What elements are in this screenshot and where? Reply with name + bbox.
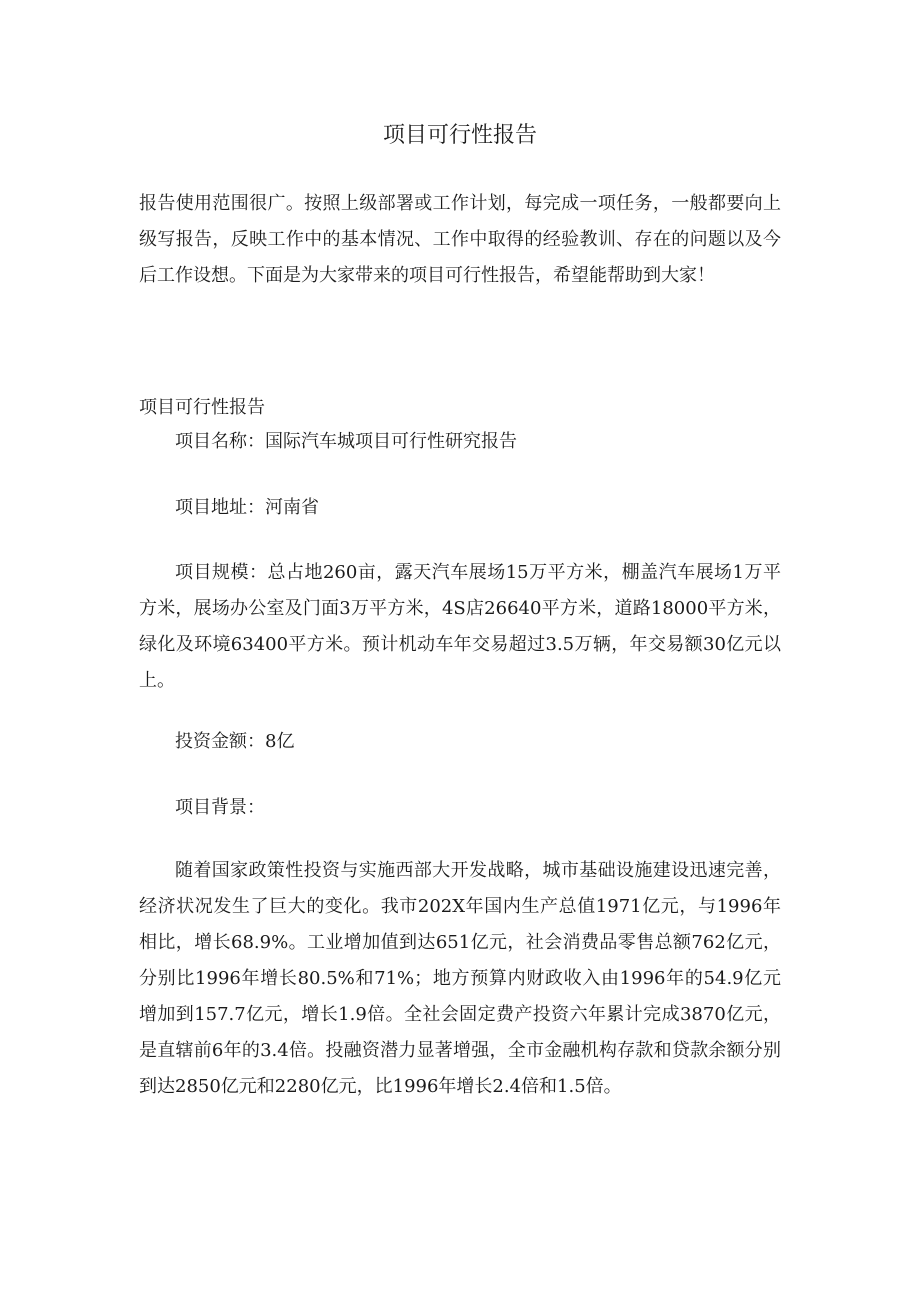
background-paragraph: 随着国家政策性投资与实施西部大开发战略，城市基础设施建设迅速完善，经济状况发生了巨大的变化。我市202X年国内生产总值1971亿元，与1996年相比，增长68.9%。工业增加值到达651亿元，社会消费品零售总额762亿元，分别比1996年增长80.5%和71%；地方预算内财政收入由1996年的54.9亿元增加到157.7亿元，增长1.9倍。全社会固定费产投资六年累计完成3870亿元，是直辖前6年的3.4倍。投融资潜力显著增强，全市金融机构存款和贷款余额分别到达2850亿元和2280亿元，比1996年增长2.4倍和1.5倍。: [139, 860, 781, 1097]
project-address-line: 项目地址：河南省: [175, 497, 319, 518]
section-heading: 项目可行性报告: [139, 397, 265, 418]
project-name-line: 项目名称：国际汽车城项目可行性研究报告: [175, 431, 517, 452]
intro-paragraph: 报告使用范围很广。按照上级部署或工作计划，每完成一项任务，一般都要向上级写报告，反映工作中的基本情况、工作中取得的经验教训、存在的问题以及今后工作设想。下面是为大家带来的项目可行性报告，希望能帮助到大家！: [139, 193, 781, 286]
project-scale-paragraph: 项目规模：总占地260亩，露天汽车展场15万平方米，棚盖汽车展场1万平方米，展场办公室及门面3万平方米，4S店26640平方米，道路18000平方米，绿化及环境63400平方米。预计机动车年交易超过3.5万辆，年交易额30亿元以上。: [139, 562, 781, 691]
background-label: 项目背景：: [175, 797, 265, 818]
document-title: 项目可行性报告: [382, 123, 537, 148]
investment-line: 投资金额：8亿: [175, 731, 295, 752]
